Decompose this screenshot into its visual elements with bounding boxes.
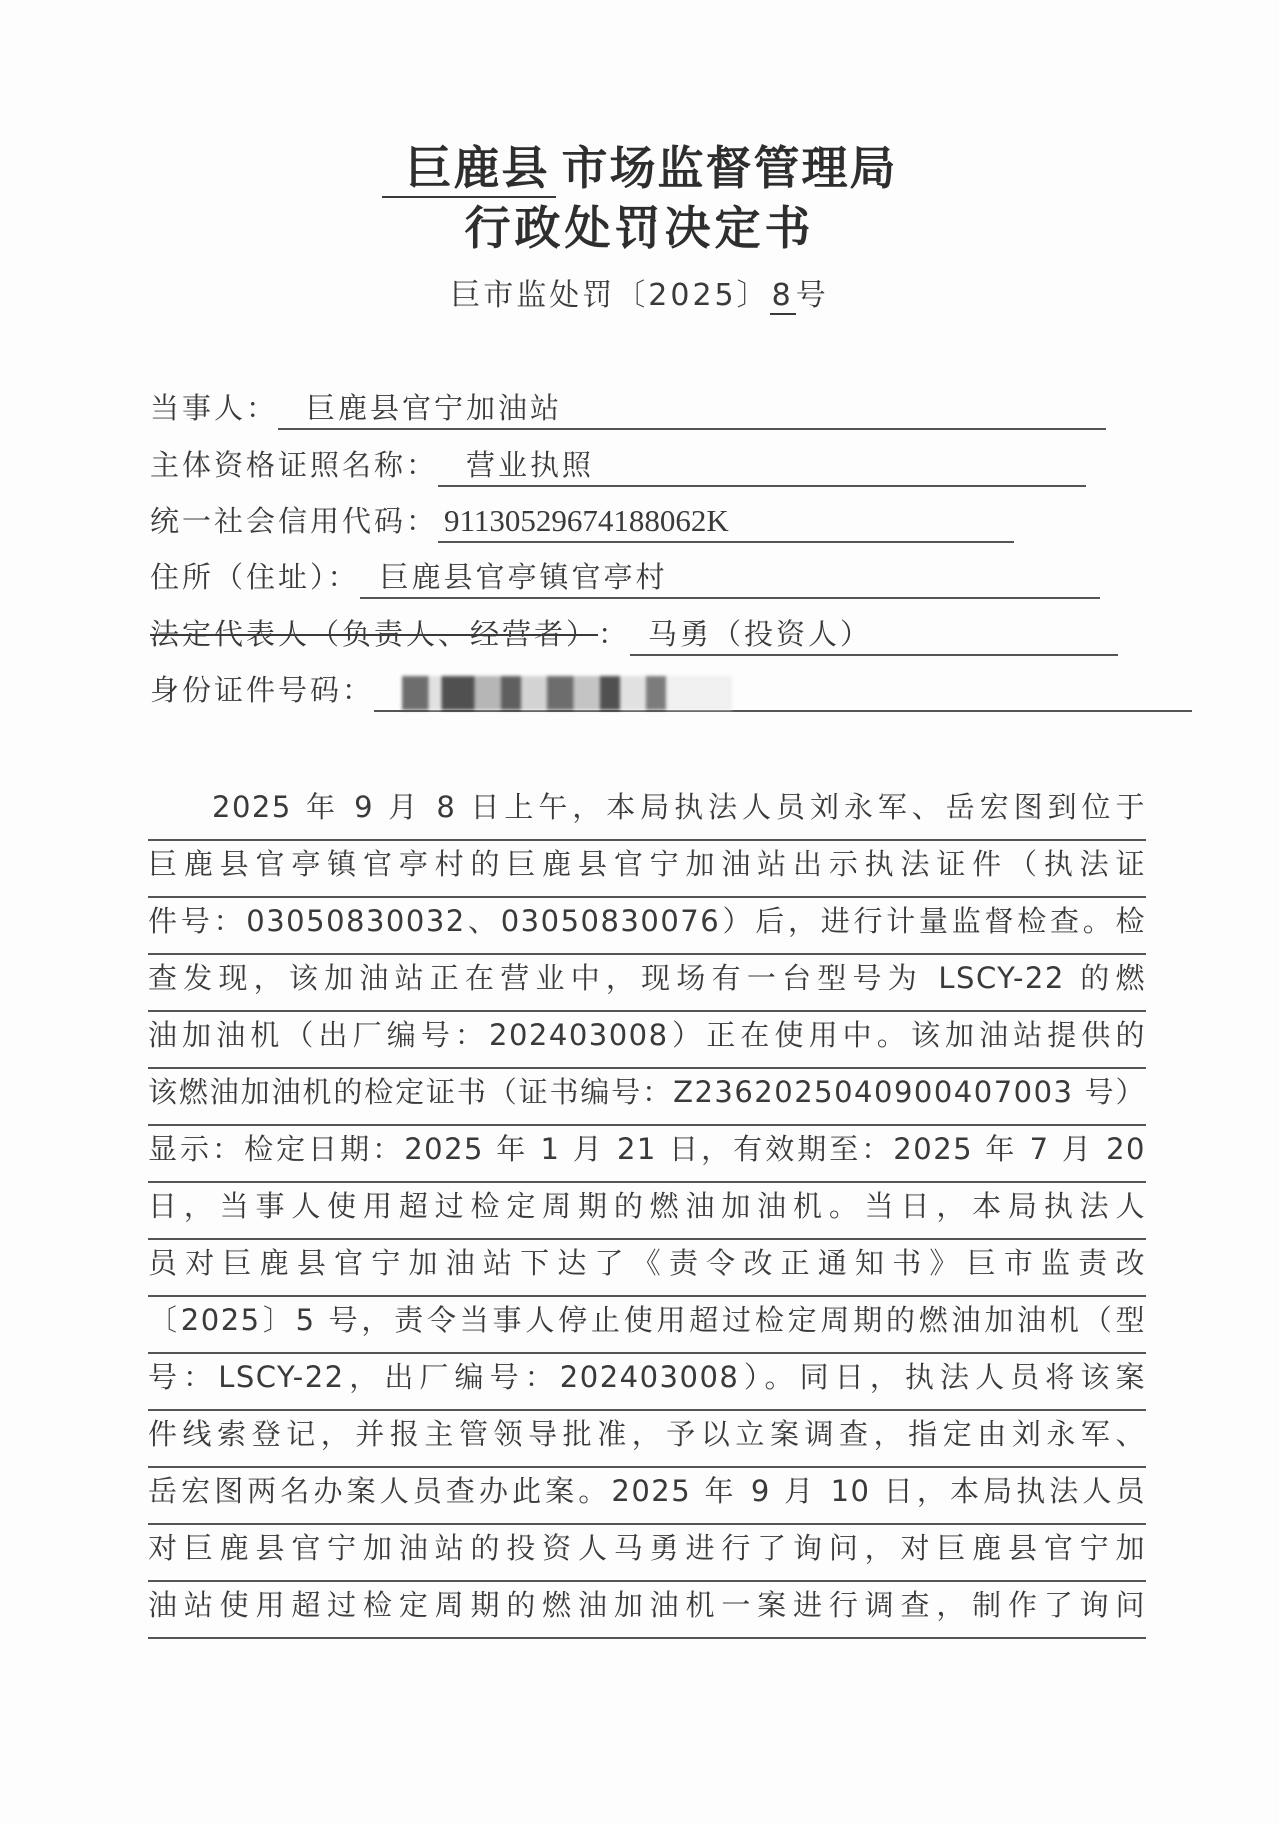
- body-line: 员对巨鹿县官宁加油站下达了《责令改正通知书》巨市监责改: [148, 1240, 1146, 1297]
- license-value: 营业执照: [438, 445, 1086, 487]
- legal-rep-value: 马勇（投资人）: [630, 614, 1118, 656]
- body-line: 〔2025〕5 号，责令当事人停止使用超过检定周期的燃油加油机（型: [148, 1297, 1146, 1354]
- body-line: 油加油机（出厂编号：202403008）正在使用中。该加油站提供的: [148, 1012, 1146, 1069]
- document-number: [0, 276, 1279, 316]
- id-number-label: 身份证件号码：: [150, 673, 375, 707]
- body-line: 件号：03050830032、03050830076）后，进行计量监督检查。检: [148, 898, 1146, 955]
- body-line: 2025 年 9 月 8 日上午，本局执法人员刘永军、岳宏图到位于: [148, 784, 1146, 841]
- field-address: [150, 555, 1100, 599]
- body-line: 查发现，该加油站正在营业中，现场有一台型号为 LSCY-22 的燃: [148, 955, 1146, 1012]
- document-title-type: 行政处罚决定书: [464, 201, 815, 255]
- doc-number-value: 8: [771, 278, 794, 313]
- legal-rep-colon: ：: [598, 617, 631, 651]
- county-name: 巨鹿县: [382, 140, 556, 198]
- case-facts-paragraph: [148, 784, 1146, 1639]
- agency-name: 市场监督管理局: [561, 141, 898, 195]
- license-label: 主体资格证照名称：: [150, 448, 439, 482]
- doc-number-suffix: 号: [795, 278, 829, 313]
- body-line: 日，当事人使用超过检定周期的燃油加油机。当日，本局执法人: [148, 1183, 1146, 1240]
- document-title-agency: [0, 140, 1279, 198]
- body-line: 号：LSCY-22，出厂编号：202403008）。同日，执法人员将该案: [148, 1354, 1146, 1411]
- body-line: 对巨鹿县官宁加油站的投资人马勇进行了询问，对巨鹿县官宁加: [148, 1525, 1146, 1582]
- credit-code-label: 统一社会信用代码：: [150, 504, 439, 538]
- legal-rep-label: 法定代表人（负责人、经营者）: [150, 617, 599, 651]
- party-name-value: 巨鹿县官宁加油站: [278, 388, 1106, 430]
- field-id-number: [150, 668, 1192, 712]
- credit-code-value: 91130529674188062K: [438, 501, 1014, 543]
- body-line: 岳宏图两名办案人员查办此案。2025 年 9 月 10 日，本局执法人员: [148, 1468, 1146, 1525]
- redacted-id-block: [402, 676, 732, 710]
- party-name-label: 当事人：: [150, 391, 279, 425]
- body-line: 该燃油加油机的检定证书（证书编号：Z2362025040900407003 号）: [148, 1069, 1146, 1126]
- doc-number-prefix: 巨市监处罚〔2025〕: [450, 278, 770, 313]
- field-party-name: [150, 386, 1106, 430]
- id-number-value: [374, 670, 1192, 712]
- body-line: 巨鹿县官亭镇官亭村的巨鹿县官宁加油站出示执法证件（执法证: [148, 841, 1146, 898]
- body-line: 显示：检定日期：2025 年 1 月 21 日，有效期至：2025 年 7 月 20: [148, 1126, 1146, 1183]
- address-value: 巨鹿县官亭镇官亭村: [360, 557, 1100, 599]
- body-line: 件线索登记，并报主管领导批准，予以立案调查，指定由刘永军、: [148, 1411, 1146, 1468]
- field-license: [150, 443, 1086, 487]
- address-label: 住所（住址）：: [150, 560, 360, 594]
- body-line: 油站使用超过检定周期的燃油加油机一案进行调查，制作了询问: [148, 1582, 1146, 1639]
- field-legal-representative: [150, 612, 1118, 656]
- field-credit-code: [150, 499, 1014, 543]
